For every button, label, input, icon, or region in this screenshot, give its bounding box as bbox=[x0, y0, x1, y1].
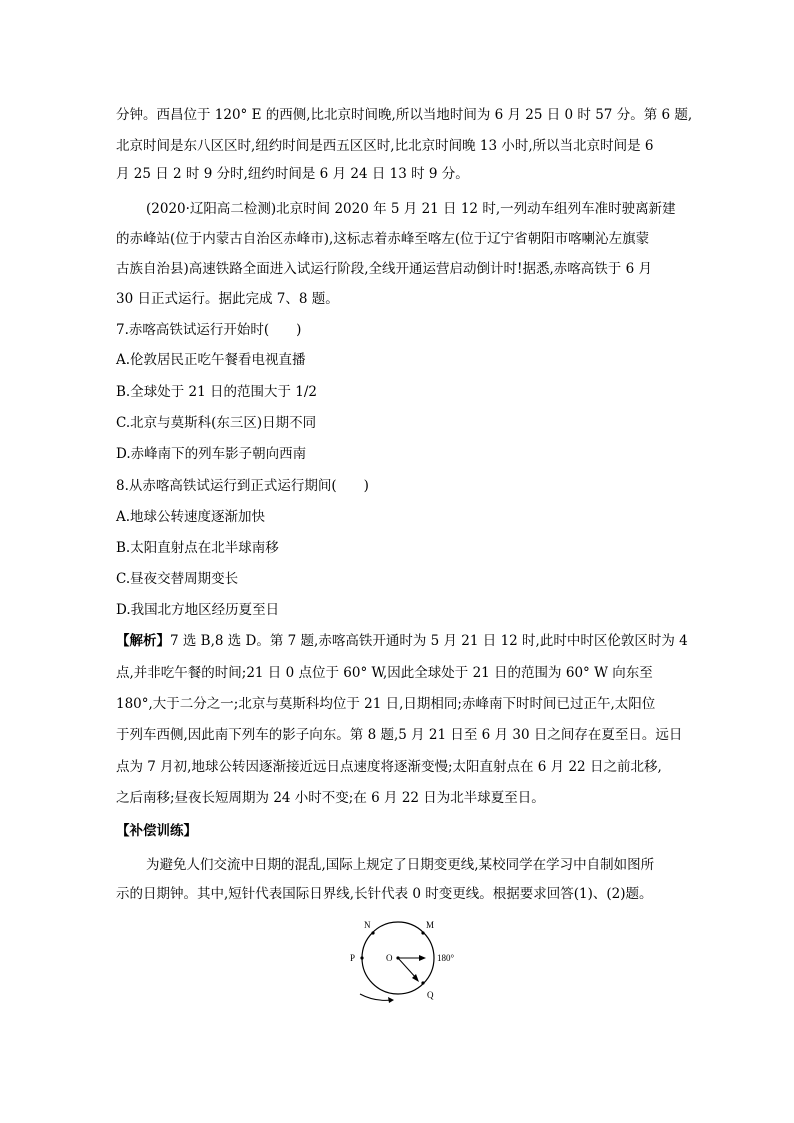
analysis-text: 7 选 B,8 选 D。第 7 题,赤喀高铁开通时为 5 月 21 日 12 时,此时中时区伦敦区时为 4 bbox=[170, 633, 688, 649]
option-8d: D.我国北方地区经历夏至日 bbox=[116, 602, 280, 618]
label-o: O bbox=[386, 953, 393, 963]
supplement-line: 示的日期钟。其中,短针代表国际日界线,长针代表 0 时变更线。根据要求回答(1)、(2)题。 bbox=[116, 886, 653, 902]
option-7c: C.北京与莫斯科(东三区)日期不同 bbox=[116, 415, 317, 431]
question-7: 7.赤喀高铁试运行开始时( ) bbox=[116, 322, 302, 338]
supplement-label: 【补偿训练】 bbox=[116, 823, 197, 839]
label-m: M bbox=[426, 920, 435, 930]
option-7d: D.赤峰南下的列车影子朝向西南 bbox=[116, 446, 307, 462]
label-p: P bbox=[350, 953, 356, 963]
option-8b: B.太阳直射点在北半球南移 bbox=[116, 540, 279, 556]
rotation-arrowhead bbox=[388, 997, 394, 1003]
supplement-heading bbox=[116, 818, 197, 844]
option-7a: A.伦敦居民正吃午餐看电视直播 bbox=[116, 352, 306, 368]
option-8a: A.地球公转速度逐渐加快 bbox=[116, 509, 266, 525]
option-8c: C.昼夜交替周期变长 bbox=[116, 571, 239, 587]
long-hand bbox=[398, 958, 417, 979]
option-7b: B.全球处于 21 日的范围大于 1/2 bbox=[116, 384, 317, 400]
text-line: 北京时间是东八区区时,纽约时间是西五区区时,比北京时间晚 13 小时,所以当北京时间是 6 bbox=[116, 138, 654, 154]
text-line: 月 25 日 2 时 9 分时,纽约时间是 6 月 24 日 13 时 9 分。 bbox=[116, 166, 469, 182]
question-8: 8.从赤喀高铁试运行到正式运行期间( ) bbox=[116, 478, 369, 494]
analysis-line: 点,并非吃午餐的时间;21 日 0 点位于 60° W,因此全球处于 21 日的范围为 60° W 向东至 bbox=[116, 665, 653, 681]
text-line: 30 日正式运行。据此完成 7、8 题。 bbox=[116, 291, 339, 307]
short-hand-arrow bbox=[419, 955, 426, 961]
analysis-line: 180°,大于二分之一;北京与莫斯科均位于 21 日,日期相同;赤峰南下时时间已过正午,太阳位 bbox=[116, 696, 656, 712]
point-m bbox=[421, 931, 424, 934]
label-q: Q bbox=[427, 990, 434, 1000]
point-p bbox=[360, 956, 363, 959]
date-clock-diagram bbox=[320, 912, 470, 1004]
supplement-line: 为避免人们交流中日期的混乱,国际上规定了日期变更线,某校同学在学习中自制如图所 bbox=[146, 857, 655, 873]
analysis-line bbox=[116, 628, 688, 654]
text-line: 的赤峰站(位于内蒙古自治区赤峰市),这标志着赤峰至喀左(位于辽宁省朝阳市喀喇沁左旗蒙 bbox=[116, 231, 650, 247]
text-line: 古族自治县)高速铁路全面进入试运行阶段,全线开通运营启动倒计时!据悉,赤喀高铁于 6 月 bbox=[116, 261, 652, 277]
rotation-direction-arrow bbox=[360, 994, 392, 1000]
text-line: 分钟。西昌位于 120° E 的西侧,比北京时间晚,所以当地时间为 6 月 25 日 0 时 57 分。第 6 题, bbox=[116, 107, 693, 123]
analysis-line: 点为 7 月初,地球公转因逐渐接近远日点速度将逐渐变慢;太阳直射点在 6 月 22 日之前北移, bbox=[116, 759, 662, 775]
label-n: N bbox=[364, 920, 371, 930]
text-line: (2020·辽阳高二检测)北京时间 2020 年 5 月 21 日 12 时,一列动车组列车准时驶离新建 bbox=[146, 201, 676, 217]
analysis-line: 于列车西侧,因此南下列车的影子向东。第 8 题,5 月 21 日至 6 月 30 日之间存在夏至日。远日 bbox=[116, 727, 683, 743]
analysis-line: 之后南移;昼夜长短周期为 24 小时不变;在 6 月 22 日为北半球夏至日。 bbox=[116, 790, 545, 806]
label-180: 180° bbox=[437, 953, 455, 963]
point-n bbox=[371, 931, 374, 934]
point-q bbox=[421, 981, 424, 984]
analysis-label: 【解析】 bbox=[116, 633, 170, 649]
